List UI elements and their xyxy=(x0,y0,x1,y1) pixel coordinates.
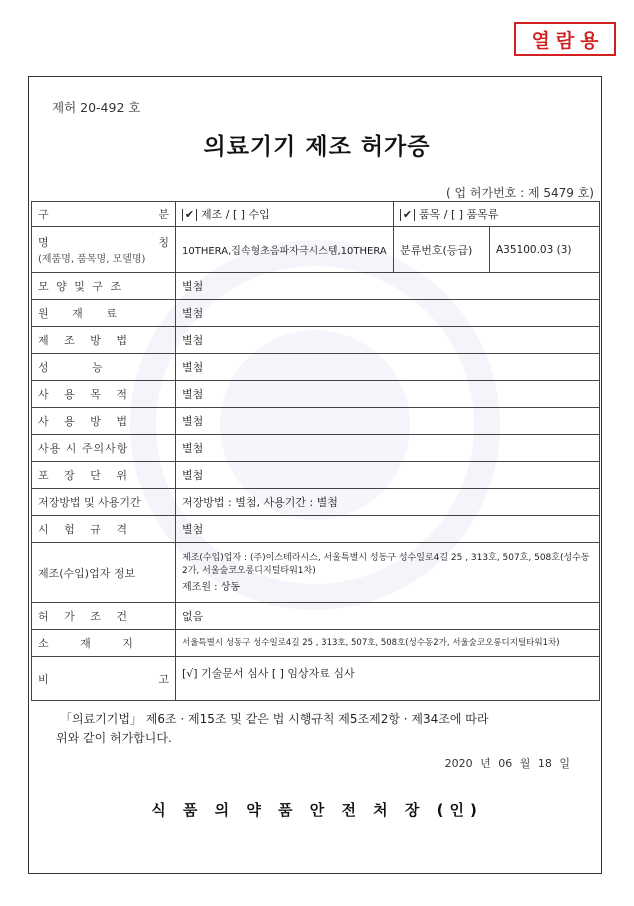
name-label: 명 칭 (제품명, 품목명, 모델명) xyxy=(32,227,176,273)
permit-condition-value: 없음 xyxy=(176,603,600,630)
storage-period-value: 저장방법 : 별첨, 사용기간 : 별첨 xyxy=(176,489,600,516)
shape-structure-value: 별첨 xyxy=(176,273,600,300)
table-row xyxy=(32,516,600,543)
issue-date: 2020 년 06 월 18 일 xyxy=(444,757,570,770)
manufacture-type-cell: ✔ 제조 / [ ] 수입 xyxy=(176,202,394,227)
classification-number-label: 분류번호(등급) xyxy=(394,227,490,273)
manufacturing-method-label: 제 조 방 법 xyxy=(32,327,176,354)
material-label: 원 재 료 xyxy=(32,300,176,327)
table-row xyxy=(32,202,600,227)
product-name: 10THERA,집속형초음파자극시스템,10THERA xyxy=(176,227,394,273)
table-row xyxy=(32,227,600,273)
reading-copy-stamp: 열람용 xyxy=(514,22,616,56)
intended-use-value: 별첨 xyxy=(176,381,600,408)
table-row xyxy=(32,435,600,462)
permit-number: ( 업 허가번호 : 제 5479 호) xyxy=(446,186,594,200)
remarks-value: [√] 기술문서 심사 [ ] 임상자료 심사 xyxy=(176,657,600,701)
performance-label: 성 능 xyxy=(32,354,176,381)
shape-structure-label: 모 양 및 구 조 xyxy=(32,273,176,300)
packaging-unit-label: 포 장 단 위 xyxy=(32,462,176,489)
table-row xyxy=(32,489,600,516)
permit-condition-label: 허 가 조 건 xyxy=(32,603,176,630)
legal-basis-text: 「의료기기법」 제6조 · 제15조 및 같은 법 시행규칙 제5조제2항 · 제34조에 따라 위와 같이 허가합니다. xyxy=(56,712,489,745)
table-row xyxy=(32,354,600,381)
item-checkbox: ✔ xyxy=(400,209,415,221)
classification-number-value: A35100.03 (3) xyxy=(490,227,600,273)
usage-method-value: 별첨 xyxy=(176,408,600,435)
manufacture-checkbox: ✔ xyxy=(182,209,197,221)
table-row xyxy=(32,657,600,701)
table-row xyxy=(32,630,600,657)
table-row xyxy=(32,381,600,408)
item-type-cell: ✔ 품목 / [ ] 품목류 xyxy=(394,202,600,227)
precautions-value: 별첨 xyxy=(176,435,600,462)
location-label: 소 재 지 xyxy=(32,630,176,657)
table-row xyxy=(32,327,600,354)
performance-value: 별첨 xyxy=(176,354,600,381)
material-value: 별첨 xyxy=(176,300,600,327)
precautions-label: 사용 시 주의사항 xyxy=(32,435,176,462)
packaging-unit-value: 별첨 xyxy=(176,462,600,489)
document-number: 제허 20-492 호 xyxy=(52,100,141,115)
classification-label: 구 분 xyxy=(32,202,176,227)
test-standard-value: 별첨 xyxy=(176,516,600,543)
test-standard-label: 시 험 규 격 xyxy=(32,516,176,543)
table-row xyxy=(32,300,600,327)
usage-method-label: 사 용 방 법 xyxy=(32,408,176,435)
manufacturer-info-value: 제조(수입)업자 : (주)이스테라시스, 서울특별시 성동구 성수일로4길 25 , 313호, 507호, 508호(성수동2가, 서울숲코오롱디지털타워1차) 제조원 : 상동 xyxy=(176,543,600,603)
manufacturing-method-value: 별첨 xyxy=(176,327,600,354)
remarks-label: 비 고 xyxy=(32,657,176,701)
table-row xyxy=(32,543,600,603)
table-row xyxy=(32,273,600,300)
table-row xyxy=(32,408,600,435)
certificate-table xyxy=(31,201,600,701)
issuer-signature: 식 품 의 약 품 안 전 처 장 (인) xyxy=(151,801,483,819)
location-value: 서울특별시 성동구 성수일로4길 25 , 313호, 507호, 508호(성수동2가, 서울숲코오롱디지털타워1차) xyxy=(176,630,600,657)
manufacturer-info-label: 제조(수입)업자 정보 xyxy=(32,543,176,603)
page-title: 의료기기 제조 허가증 xyxy=(203,134,431,160)
table-row xyxy=(32,462,600,489)
intended-use-label: 사 용 목 적 xyxy=(32,381,176,408)
table-row xyxy=(32,603,600,630)
storage-period-label: 저장방법 및 사용기간 xyxy=(32,489,176,516)
